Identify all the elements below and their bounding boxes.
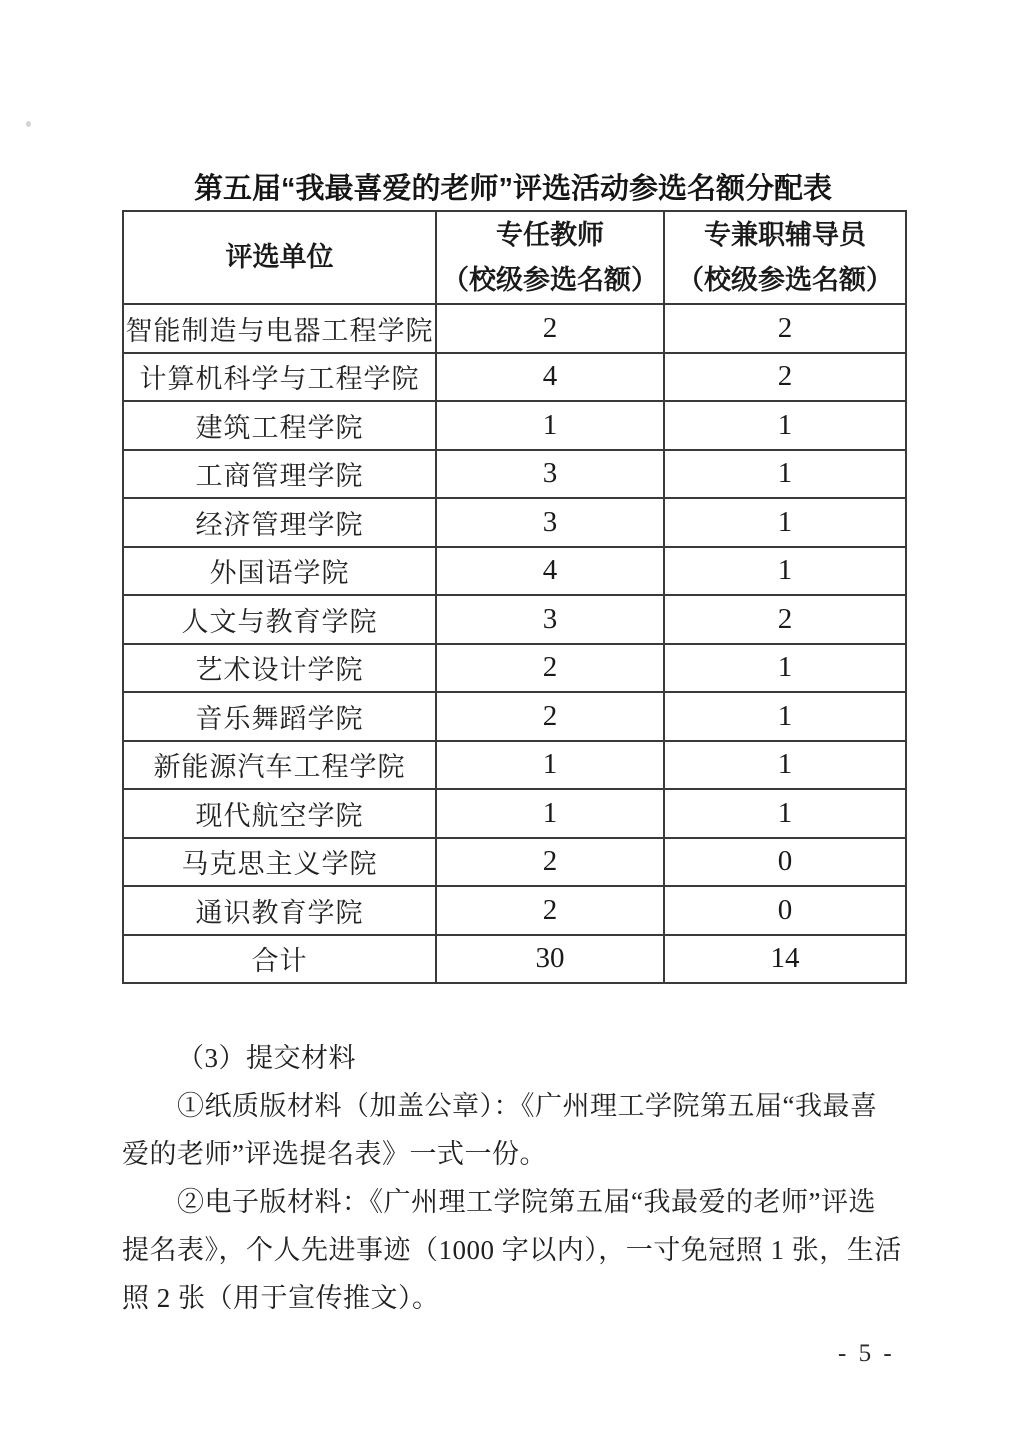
table-row [123,401,906,450]
unit-cell: 马克思主义学院 [123,838,436,887]
teachers-quota-cell: 30 [436,935,664,984]
unit-cell: 智能制造与电器工程学院 [123,304,436,353]
scan-speck [26,121,31,127]
body-line: （3）提交材料 [177,1043,356,1073]
body-line: 爱的老师”评选提名表》一式一份。 [122,1139,547,1169]
body-line: ②电子版材料：《广州理工学院第五届“我最爱的老师”评选 [177,1187,876,1217]
unit-cell: 建筑工程学院 [123,401,436,450]
counselors-quota-cell: 14 [664,935,906,984]
counselors-quota-cell: 1 [664,498,906,547]
allocation-table [122,210,907,984]
teachers-quota-cell: 2 [436,838,664,887]
unit-cell: 现代航空学院 [123,789,436,838]
teachers-quota-cell: 2 [436,644,664,693]
unit-cell: 工商管理学院 [123,450,436,499]
unit-cell: 经济管理学院 [123,498,436,547]
counselors-quota-cell: 1 [664,401,906,450]
table-row [123,741,906,790]
counselors-quota-cell: 1 [664,741,906,790]
header-teachers [436,211,664,304]
unit-cell: 新能源汽车工程学院 [123,741,436,790]
teachers-quota-cell: 3 [436,595,664,644]
body-line: 照 2 张（用于宣传推文）。 [122,1283,440,1313]
table-row [123,692,906,741]
table-row [123,353,906,402]
body-line: 提名表》，个人先进事迹（1000 字以内），一寸免冠照 1 张，生活 [122,1235,902,1265]
teachers-quota-cell: 1 [436,401,664,450]
unit-cell: 艺术设计学院 [123,644,436,693]
table-row [123,304,906,353]
unit-cell: 音乐舞蹈学院 [123,692,436,741]
header-unit: 评选单位 [123,211,436,304]
counselors-quota-cell: 2 [664,304,906,353]
table-row [123,886,906,935]
teachers-quota-cell: 3 [436,498,664,547]
counselors-quota-cell: 1 [664,644,906,693]
unit-cell: 通识教育学院 [123,886,436,935]
teachers-quota-cell: 2 [436,886,664,935]
table-title: 第五届“我最喜爱的老师”评选活动参选名额分配表 [193,173,832,205]
body-line: ①纸质版材料（加盖公章）：《广州理工学院第五届“我最喜 [177,1091,878,1121]
header-teachers-line1: 专任教师 [496,219,604,250]
body-text [122,1034,912,1322]
teachers-quota-cell: 2 [436,304,664,353]
counselors-quota-cell: 0 [664,838,906,887]
unit-cell: 合计 [123,935,436,984]
table-header-row [123,211,906,304]
header-counselors-line2: （校级参选名额） [677,264,893,295]
table-row [123,789,906,838]
table-row [123,644,906,693]
table-row [123,935,906,984]
counselors-quota-cell: 1 [664,547,906,596]
counselors-quota-cell: 1 [664,692,906,741]
teachers-quota-cell: 4 [436,547,664,596]
header-teachers-line2: （校级参选名额） [442,264,658,295]
header-counselors [664,211,906,304]
table-row [123,547,906,596]
page-number: - 5 - [838,1340,895,1367]
table-row [123,595,906,644]
unit-cell: 人文与教育学院 [123,595,436,644]
table-row [123,498,906,547]
unit-cell: 外国语学院 [123,547,436,596]
counselors-quota-cell: 0 [664,886,906,935]
teachers-quota-cell: 4 [436,353,664,402]
table-row [123,838,906,887]
counselors-quota-cell: 2 [664,595,906,644]
teachers-quota-cell: 3 [436,450,664,499]
counselors-quota-cell: 2 [664,353,906,402]
counselors-quota-cell: 1 [664,789,906,838]
counselors-quota-cell: 1 [664,450,906,499]
teachers-quota-cell: 2 [436,692,664,741]
table-row [123,450,906,499]
unit-cell: 计算机科学与工程学院 [123,353,436,402]
teachers-quota-cell: 1 [436,789,664,838]
teachers-quota-cell: 1 [436,741,664,790]
header-counselors-line1: 专兼职辅导员 [704,219,866,250]
